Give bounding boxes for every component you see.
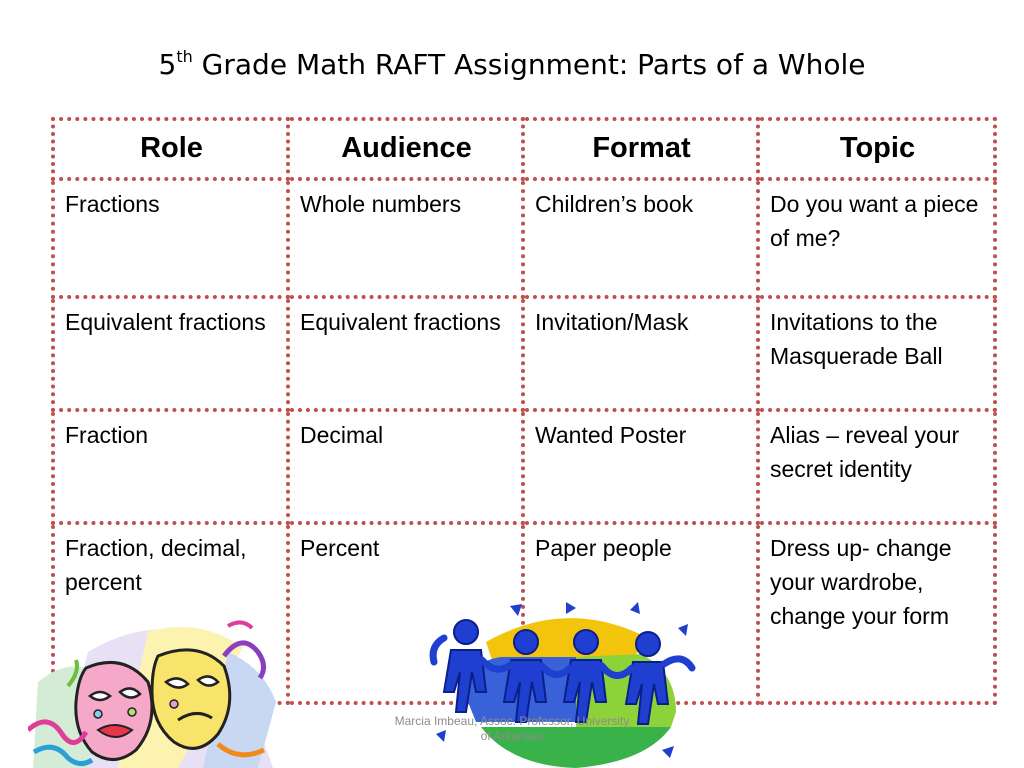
table-row [53,297,995,410]
cell-format: Children’s book [523,179,758,297]
footer-line-1: Marcia Imbeau, Assoc. Professor, University [394,714,630,728]
cell-topic: Alias – reveal your secret identity [758,410,995,523]
footer-credit [352,714,672,744]
cell-role: Fraction [53,410,288,523]
header-role: Role [53,119,288,179]
cell-audience: Decimal [288,410,523,523]
header-audience: Audience [288,119,523,179]
masquerade-masks-clipart [28,612,278,768]
cell-audience: Percent [288,523,523,703]
cell-format: Invitation/Mask [523,297,758,410]
title-prefix: 5 [158,48,177,81]
header-row [53,119,995,179]
cell-topic: Invitations to the Masquerade Ball [758,297,995,410]
cell-audience: Equivalent fractions [288,297,523,410]
cell-role: Equivalent fractions [53,297,288,410]
header-format: Format [523,119,758,179]
cell-format: Wanted Poster [523,410,758,523]
cell-topic: Dress up- change your wardrobe, change your form [758,523,995,703]
slide-title [0,48,1024,81]
table-row [53,179,995,297]
title-text: Grade Math RAFT Assignment: Parts of a Whole [192,48,866,81]
table-row [53,410,995,523]
footer-line-2: of Arkansas [480,729,544,743]
header-topic: Topic [758,119,995,179]
cell-role: Fractions [53,179,288,297]
title-superscript: th [176,46,193,66]
cell-topic: Do you want a piece of me? [758,179,995,297]
cell-role: Fraction, decimal, percent [53,523,288,703]
cell-audience: Whole numbers [288,179,523,297]
cell-format: Paper people [523,523,758,703]
